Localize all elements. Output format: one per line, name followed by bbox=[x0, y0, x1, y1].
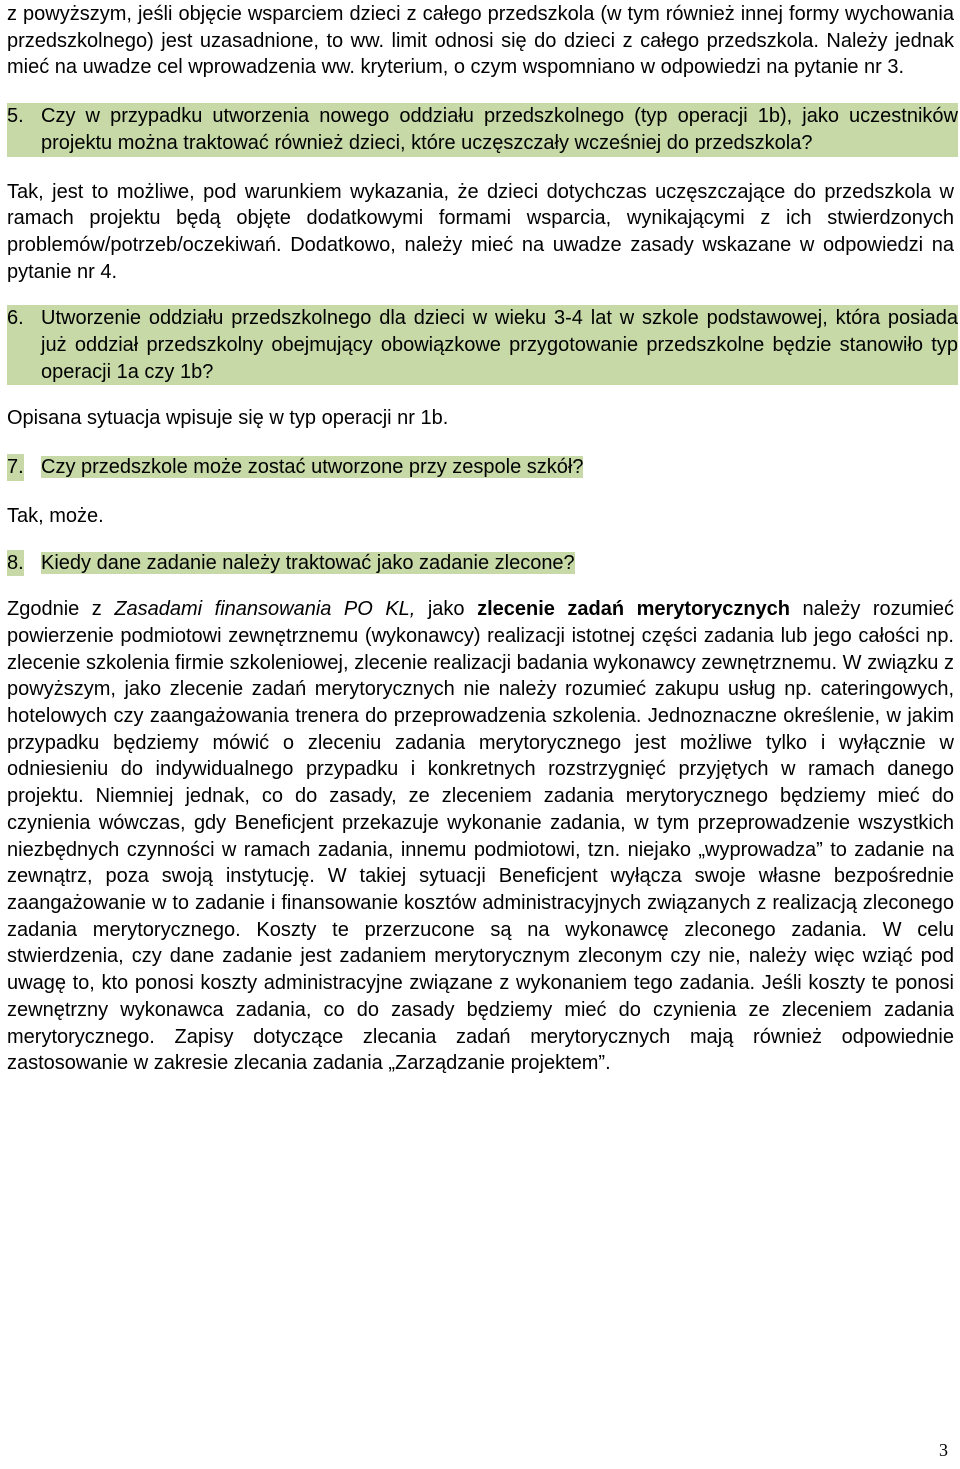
intro-paragraph: z powyższym, jeśli objęcie wsparciem dzieci z całego przedszkola (w tym również innej formy wychowania przedszkolnego) jest uzasadnione, to ww. limit odnosi się do dzieci z całego przedszkola. Należy jednak mieć na uwadze cel wprowadzenia ww. kryterium, o czym wspomniano w odpowiedzi na pytanie nr 3. bbox=[7, 3, 954, 79]
question-7 bbox=[7, 454, 954, 481]
answer-5: Tak, jest to możliwe, pod warunkiem wykazania, że dzieci dotychczas uczęszczające do przedszkola w ramach projektu będą objęte dodatkowymi formami wsparcia, wynikającymi z ich stwierdzonych problemów/potrzeb/oczekiwań. Dodatkowo, należy mieć na uwadze zasady wskazane w odpowiedzi na pytanie nr 4. bbox=[7, 180, 954, 283]
question-6-number: 6. bbox=[7, 307, 24, 330]
answer-8-post: należy rozumieć powierzenie podmiotowi zewnętrznemu (wykonawcy) realizacji istotnej części zadania lub jego całości np. zlecenie szkolenia firmie szkoleniowej, zlecenie realizacji badania wykonawcy zewnętrznemu. W związku z powyższym, jako zlecenie zadań merytorycznych nie należy rozumieć zakupu usług np. cateringowych, hotelowych czy zaangażowania trenera do przeprowadzenia szkolenia. Jednoznaczne określenie, w jakim przypadku będziemy mówić o zleceniu zadania merytorycznego jest możliwe tylko i wyłącznie w odniesieniu do indywidualnego przypadku i konkretnych rozstrzygnięć przyjętych w ramach danego projektu. Niemniej jednak, co do zasady, ze zleceniem zadania merytorycznego będziemy mieć do czynienia wówczas, gdy Beneficjent przekazuje wykonanie zadania, w tym przeprowadzenie wszystkich niezbędnych czynności w ramach zadania, innemu podmiotowi, tzn. niejako „wyprowadza” to zadanie na zewnątrz, poza swoją instytucję. W takiej sytuacji Beneficjent wyłącza swoje własne bezpośrednie zaangażowanie w to zadanie i finansowanie kosztów administracyjnych związanych z realizacją zleconego zadania merytorycznego. Koszty te przerzucone są na wykonawcę zleconego zadania. W celu stwierdzenia, czy dane zadanie jest zadaniem merytorycznym zleconym czy nie, należy więc wziąć pod uwagę to, kto ponosi koszty administracyjne związane z wykonaniem tego zadania. Jeśli koszty te ponosi zewnętrzny wykonawca zadania, co do zasady będziemy mieć do czynienia ze zleceniem zadania merytorycznego. Zapisy dotyczące zlecania zadań merytorycznych mają również odpowiednie zastosowanie w zakresie zlecania zadania „Zarządzanie projektem”. bbox=[7, 598, 954, 1075]
question-5-text: Czy w przypadku utworzenia nowego oddziału przedszkolnego (typ operacji 1b), jako uczestników projektu można traktować również dzieci, które uczęszczały wcześniej do przedszkola? bbox=[41, 105, 958, 154]
question-7-text: Czy przedszkole może zostać utworzone przy zespole szkół? bbox=[41, 456, 584, 479]
answer-8-mid: jako bbox=[415, 598, 478, 621]
question-6 bbox=[7, 305, 958, 385]
page-number: 3 bbox=[939, 1440, 948, 1460]
question-8 bbox=[7, 550, 954, 577]
question-8-text: Kiedy dane zadanie należy traktować jako zadanie zlecone? bbox=[41, 551, 575, 574]
answer-6: Opisana sytuacja wpisuje się w typ operacji nr 1b. bbox=[7, 407, 449, 430]
answer-8-italic: Zasadami finansowania PO KL, bbox=[114, 598, 416, 621]
question-6-text: Utworzenie oddziału przedszkolnego dla dzieci w wieku 3-4 lat w szkole podstawowej, która posiada już oddział przedszkolny obejmujący obowiązkowe przygotowanie przedszkolne będzie stanowiło typ operacji 1a czy 1b? bbox=[41, 307, 958, 383]
answer-8-bold: zlecenie zadań merytorycznych bbox=[477, 598, 791, 621]
question-7-number: 7. bbox=[7, 454, 24, 481]
question-5 bbox=[7, 103, 958, 156]
answer-7: Tak, może. bbox=[7, 504, 104, 527]
answer-8 bbox=[7, 596, 954, 1077]
document-page bbox=[7, 0, 958, 1077]
question-5-number: 5. bbox=[7, 105, 24, 128]
question-8-number: 8. bbox=[7, 550, 24, 577]
answer-8-pre: Zgodnie z bbox=[7, 598, 115, 621]
